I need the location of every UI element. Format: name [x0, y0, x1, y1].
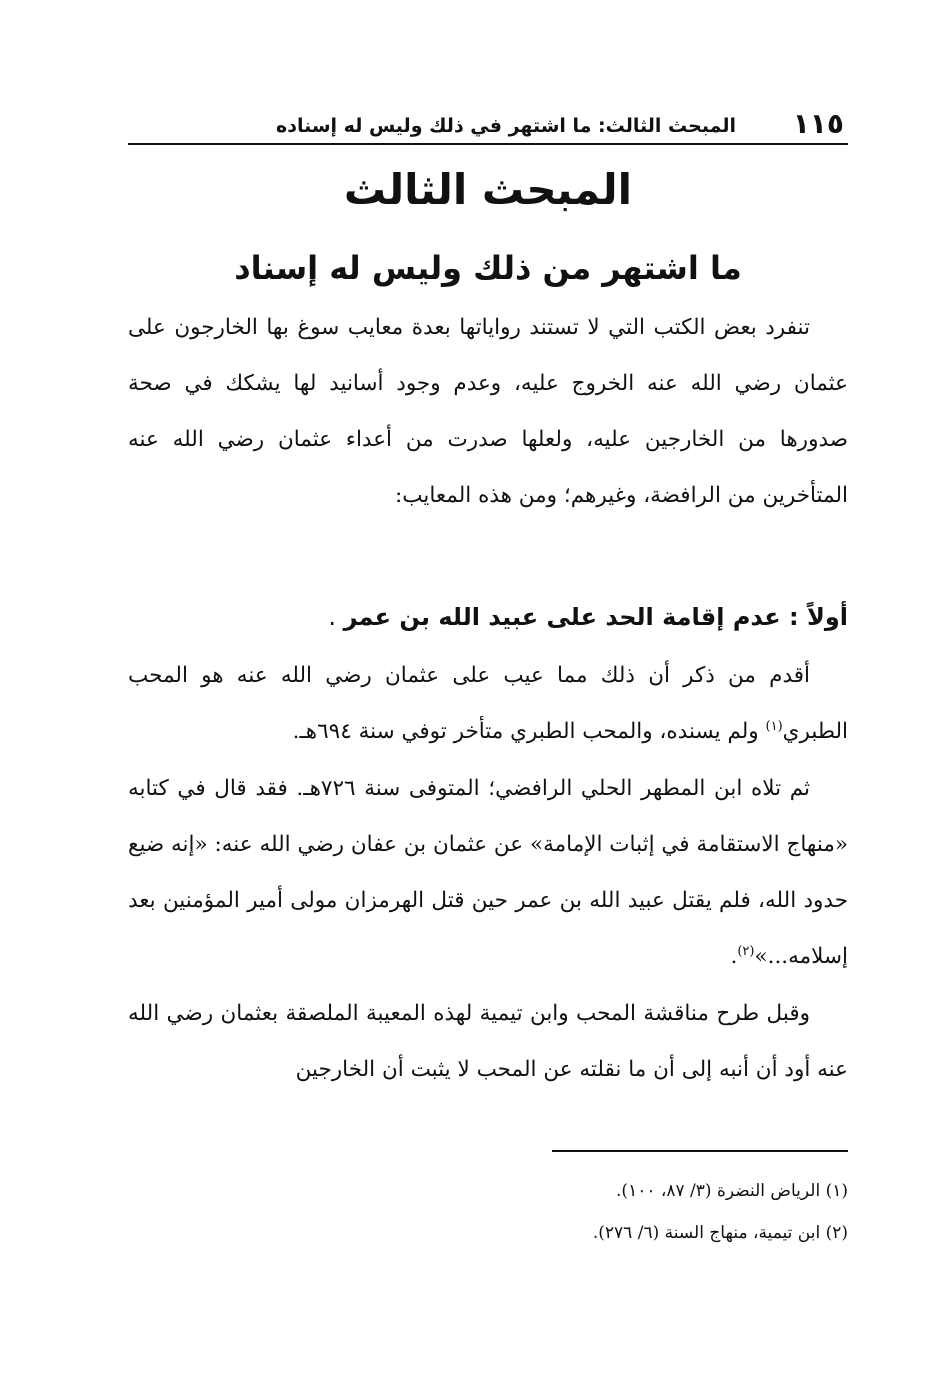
header-rule: [128, 143, 848, 145]
footnote-ref-1[interactable]: (١): [765, 718, 783, 734]
section-subtitle: ما اشتهر من ذلك وليس له إسناد: [234, 249, 742, 287]
paragraph-hilli-text-b: .: [730, 944, 738, 969]
point-heading-end: .: [328, 603, 344, 631]
point-heading-label: أولاً : عدم إقامة الحد على عبيد الله بن عمر: [343, 603, 848, 631]
paragraph-tabari-text-b: ولم يسنده، والمحب الطبري متأخر توفي سنة ٦٩٤هـ.: [292, 719, 766, 744]
footnote-item: (٢) ابن تيمية، منهاج السنة (٦/ ٢٧٦).: [592, 1223, 848, 1243]
running-title: المبحث الثالث: ما اشتهر في ذلك وليس له إسناده: [276, 115, 736, 137]
paragraph-tabari-text-a: أقدم من ذكر أن ذلك مما عيب على عثمان رضي الله عنه هو المحب الطبري: [128, 663, 848, 744]
point-heading: [128, 592, 848, 642]
paragraph-hilli-text-a: ثم تلاه ابن المطهر الحلي الرافضي؛ المتوفى سنة ٧٢٦هـ. فقد قال في كتابه «منهاج الاستقامة في إثبات الإمامة» عن عثمان بن عفان رضي الله عنه: «إنه ضيع حدود الله، فلم يقتل عبيد الله بن عمر حين قتل الهرمزان مولى أمير المؤمنين بعد إسلامه...»: [128, 776, 848, 969]
page-number: ١١٥: [792, 107, 844, 140]
book-page: [128, 0, 848, 1376]
footnotes-list: [128, 1170, 848, 1254]
paragraph-intro: تنفرد بعض الكتب التي لا تستند رواياتها بعدة معايب سوغ بها الخارجون على عثمان رضي الله عنه الخروج عليه، وعدم وجود أسانيد لها يشكك في صحة صدورها من الخارجين عليه، ولعلها صدرت من أعداء عثمان رضي الله عنه المتأخرين من الرافضة، وغيرهم؛ ومن هذه المعايب:: [128, 315, 848, 508]
footnote-ref-2[interactable]: (٢): [737, 943, 755, 959]
paragraph-tabari: [128, 648, 848, 760]
footnote-rule: [552, 1150, 848, 1152]
section-title: المبحث الثالث: [343, 165, 633, 214]
running-header: [128, 100, 848, 140]
paragraph-discussion: وقبل طرح مناقشة المحب وابن تيمية لهذه المعيبة الملصقة بعثمان رضي الله عنه أود أن أنبه إلى أن ما نقلته عن المحب لا يثبت أن الخارجين: [128, 1001, 848, 1082]
paragraph-hilli: [128, 761, 848, 985]
footnote-item: (١) الرياض النضرة (٣/ ٨٧، ١٠٠).: [616, 1181, 848, 1201]
